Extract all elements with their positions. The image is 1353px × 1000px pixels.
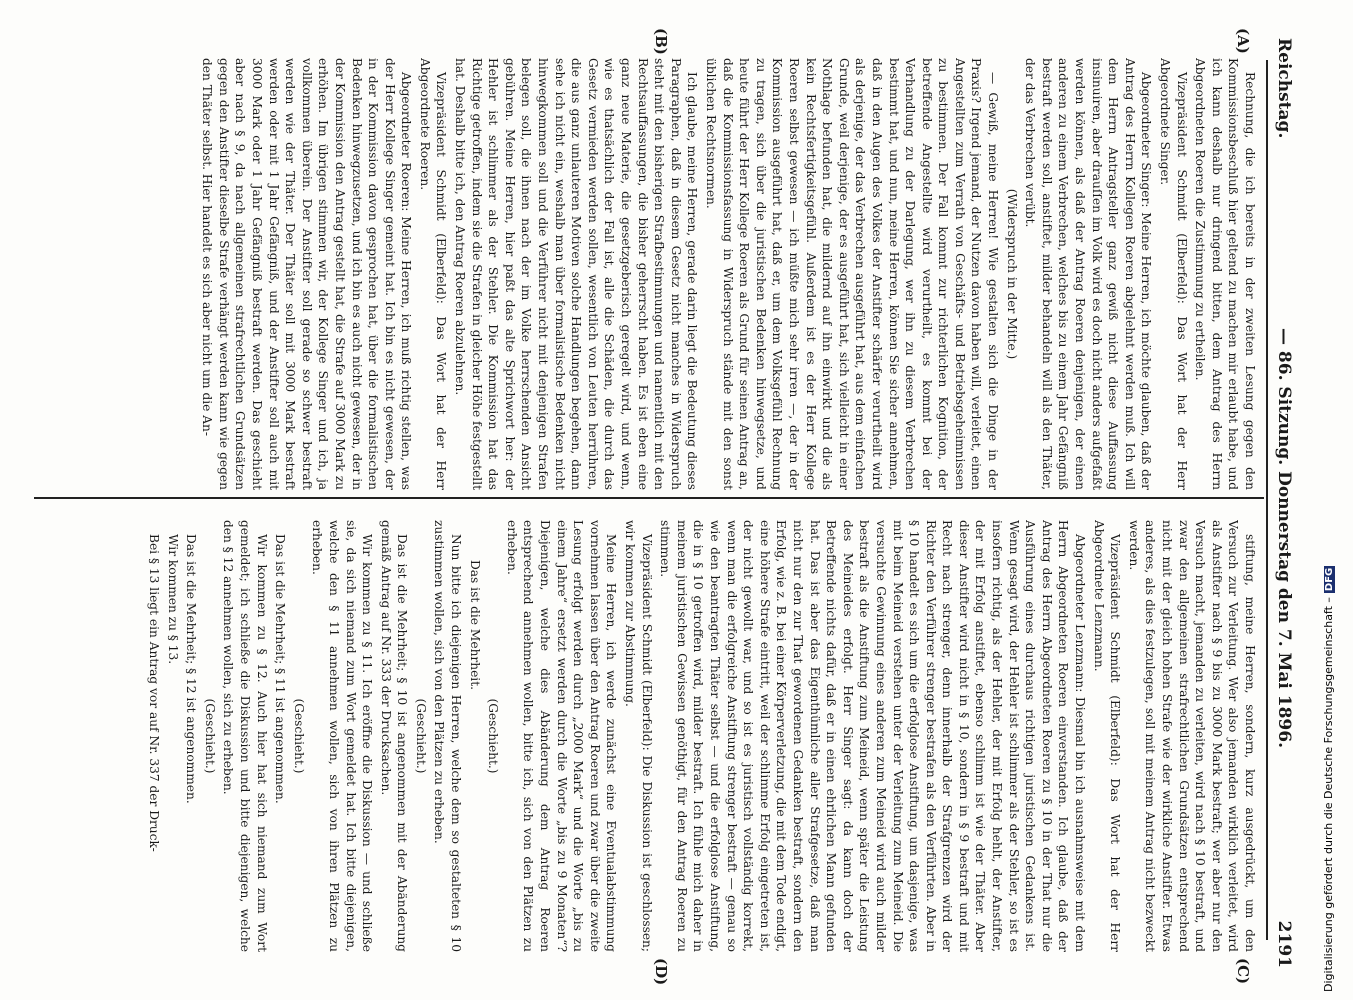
header-center: — 86. Sitzung. Donnerstag den 7. Mai 1896. xyxy=(1274,328,1294,749)
margin-letter-d: (D) xyxy=(652,958,670,986)
paragraph: (Geschieht.) xyxy=(486,698,501,774)
paragraph: Abgeordneter Singer: Meine Herren, ich möchte glauben, daß der Antrag des Herrn Kollegen Roeren abgelehnt werden muß. Ich will dem Herrn Antragsteller ganz gewiß nicht diese Auffassung insinuiren, aber drauſſen im Volk wird es doch nicht anders aufgefaßt werden können, als daß der Antrag Roeren denjenigen, der einen anderen zu einem Verbrechen, welches bis zu einem Jahr Gefängniß bestraft werden soll, anstiftet, milder behandeln will als den Thäter, der das Verbrechen verübt. xyxy=(1023,58,1154,490)
paragraph: Vizepräsident Schmidt (Elberfeld): Das Wort hat der Herr Abgeordnete Roeren. xyxy=(417,58,449,490)
paragraph: Das ist die Mehrheit. xyxy=(467,560,482,690)
paragraph: Vizepräsident Schmidt (Elberfeld): Das Wort hat der Herr Abgeordnete Singer. xyxy=(1158,58,1189,490)
paragraph: Wir kommen zu § 11. Ich eröffne die Diskussion — und schließe sie, da sich niemand zum Wort gemeldet hat. Ich bitte diejenigen, welche den § 11 annehmen wollen, sich von ihren Plätzen zu erheben. xyxy=(310,520,375,952)
right-column xyxy=(23,520,1258,952)
page-number: 2191 xyxy=(1274,920,1294,968)
header-rule xyxy=(1266,60,1268,940)
footer-credit xyxy=(1322,566,1335,992)
paragraph: Das ist die Mehrheit; § 10 ist angenommen mit der Abänderung gemäß Antrag auf Nr. 333 der Drucksachen. xyxy=(378,520,410,952)
paragraph: Meine Herren, ich werde zunächst eine Eventualabstimmung vornehmen lassen über den Antrag Roeren und zwar über die zweite Lesung erfolgt werden durch „2000 Mark“ und die Worte „bis zu einem Jahre“ ersetzt werden durch die Worte „bis zu 9 Monaten“? Diejenigen, welche dies Abänderung dem Antrag Roeren entsprechend annehmen wollen, bitte ich, sich von den Plätzen zu erheben. xyxy=(504,520,619,952)
footer-text: Digitalisierung gefördert durch die Deutsche Forschungsgemeinschaft – xyxy=(1322,597,1335,992)
paragraph: Das ist die Mehrheit; § 12 ist angenommen. xyxy=(184,534,199,804)
paragraph: Rechnung, die ich bereits in der zweiten Lesung gegen den Kommissionsbeschluß hier geltend zu machen mir erlaubt habe, und ich kann deshalb nur dringend bitten, dem Antrag des Herrn Abgeordneten Roeren die Zustimmung zu ertheilen. xyxy=(1193,58,1257,490)
paragraph: (Geschieht.) xyxy=(202,698,217,774)
paragraph: Bei § 13 liegt ein Antrag vor auf Nr. 337 der Druck- xyxy=(147,534,161,852)
left-column xyxy=(23,58,1258,490)
paragraph: Vizepräsident Schmidt (Elberfeld): Das Wort hat der Herr Abgeordnete Lenzmann. xyxy=(1091,520,1123,952)
margin-letter-c: (C) xyxy=(1234,958,1252,985)
margin-letter-b: (B) xyxy=(652,28,670,55)
paragraph: Abgeordneter Roeren: Meine Herren, ich muß richtig stellen, was der Herr Kollege Singer gemeint hat. Ich bin es nicht gewesen, der in der Kommission davon gesprochen hat, über die formalistischen Bedenken hinwegzusetzen, und ich bin es auch nicht gewesen, der in der Kommission den Antrag gestellt hat, die Strafe auf 3000 Mark zu erhöhen. Im übrigen stimmen wir, der Kollege Singer und ich, ja vollkommen überein. Der Anstifter soll gerade so schwer bestraft werden wie der Thäter. Der Thäter soll mit 3000 Mark bestraft werden oder mit 1 Jahr Gefängniß, und der Anstifter soll auch mit 3000 Mark oder 1 Jahr Gefängniß bestraft werden. Das geschieht aber nach § 9, da nach allgemeinen strafrechtlichen Grundsätzen gegen den Anstifter dieselbe Strafe verhängt werden kann wie gegen den Thäter selbst. Hier handelt es sich aber nicht um die An- xyxy=(200,58,414,490)
page-header xyxy=(1272,38,1294,968)
paragraph: Ich glaube, meine Herren, gerade darin liegt die Bedeutung dieses Paragraphen, daß in diesem Gesetz nicht manches in Widerspruch steht mit den bisherigen Strafbestimmungen und namentlich mit den Rechtsauffassungen, die bisher geherrscht haben. Es ist eben eine ganz neue Materie, die gesetzgeberisch geregelt wird, und wenn, wie es thatsächlich der Fall ist, alle die Schäden, die durch das Gesetz vermieden werden sollen, wesentlich von Leuten herrühren, die aus ganz unlauteren Motiven solche Handlungen begehen, dann sehe ich nicht ein, weshalb man über formalistische Bedenken nicht hinwegkommen soll und die Verführer nicht mit denjenigen Strafen belegen soll, die ihnen nach der im Volke herrschenden Ansicht gebühren. Meine Herren, hier paßt das alte Sprichwort her: der Hehler ist schlimmer als der Stehler. Die Kommission hat das Richtige getroffen, indem sie die Strafen in gleicher Höhe festgestellt hat. Deshalb bitte ich, den Antrag Roeren abzulehnen. xyxy=(453,58,700,490)
paragraph: (Widerspruch in der Mitte.) xyxy=(1004,188,1019,360)
paragraph: (Geschieht.) xyxy=(291,698,306,774)
header-left: Reichstag. xyxy=(1274,38,1294,139)
paragraph: Wir kommen zu § 12. Auch hier hat sich niemand zum Wort gemeldet; ich schließe die Diskussion und bitte diejenigen, welche den § 12 annehmen wollen, sich zu erheben. xyxy=(221,520,269,952)
paragraph: Vizepräsident Schmidt (Elberfeld): Die Diskussion ist geschlossen; wir kommen zur Abstimmung. xyxy=(623,520,654,952)
paragraph: Abgeordneter Lenzmann: Diesmal bin ich ausnahmsweise mit dem Herrn Abgeordneten Roeren einverstanden. Ich glaube, daß der Antrag des Herrn Abgeordneten Roeren zu § 10 in der That nur die Ausführung eines durchaus richtigen juristischen Gedankens ist. Wenn gesagt wird, der Hehler ist schlimmer als der Stehler, so ist es insofern richtig, als der Hehler, der mit Erfolg hehlt, der Anstifter, der mit Erfolg anstiftet, ebenso schlimm ist wie der Thäter. Aber dieser Anstifter wird nicht in § 10, sondern in § 9 bestraft und mit Recht nach strenger, denn innerhalb der Strafgrenzen wird der Richter den Verführer strenger bestrafen als den Verführten. Aber in § 10 handelt es sich um die erfolglose Anstiftung, um dasjenige, was mit beim Meineid verstehen unter der Verleitung zum Meineid. Die versuchte Gewinnung eines anderen zum Meineid wird auch milder bestraft als die Anstiftung zum Meineid, wenn später die Leistung des Meineides erfolgt. Herr Singer sagt: da kann doch der Betreffende nichts dafür, daß er in einen ehrlichen Mann gefunden hat. Das ist aber das Eigenthümliche aller Strafgesetze, daß man nicht nur den zur That gewordenen Gedanken bestraft, sondern den Erfolg, wie z. B. bei einer Körperverletzung, die mit dem Tode endigt, eine höhere Strafe eintritt, weil der schlimme Erfolg eingetreten ist, der nicht gewollt war, und so ist es juristisch vollständig korrekt, wenn man die erfolgreiche Anstiftung strenger bestraft — genau so wie den beantragten Thäter selbst — und die erfolglose Anstiftung, die in § 10 getroffen wird, milder bestraft. Ich fühle mich daher in meinem juristischen Gewissen genöthigt, für den Antrag Roeren zu stimmen. xyxy=(658,520,1088,952)
margin-letter-a: (A) xyxy=(1234,28,1252,54)
paragraph: — Gewiß, meine Herren! Wie gestalten sich die Dinge in der Praxis? Irgend jemand, der Nutzen davon haben will, verleitet, einen Angestellten zum Verrath von Geschäfts- und Betriebsgeheimnissen zu bestimmen. Der Fall kommt zur richterlichen Kognition, der betreffende Angestellte wird verurtheilt, es kommt bei der Verhandlung zu der Darlegung, wer ihn zu diesem Verbrechen bestimmt hat, und nun, meine Herren, können Sie sicher annehmen, daß in den Augen des Volkes der Anstifter schärfer verurtheilt wird als derjenige, der das Verbrechen ausgeführt hat, aus dem einfachen Grunde, weil derjenige, der es ausgeführt hat, sich vielleicht in einer Nothlage befunden hat, die mildernd auf ihn einwirkt und die als kein Rechtsfertigkeitsgefühl. Außerdem ist es der Herr Kollege Roeren selbst gewesen — ich müßte mich sehr irren —, der in der Kommission ausgeführt hat, daß er, um dem Volksgefühl Rechnung zu tragen, sich über die juristischen Bedenken hinwegsetze, und heute führt der Herr Kollege Roeren als Grund für seinen Antrag an, daß die Kommissionsfassung in Widerspruch stände mit den sonst üblichen Rechtsnormen. xyxy=(704,58,1001,490)
paragraph: Das ist die Mehrheit; § 11 ist angenommen. xyxy=(273,534,288,804)
paragraph: Wir kommen zu § 13. xyxy=(165,534,180,665)
paragraph: (Geschieht.) xyxy=(413,698,428,774)
dfg-logo: DFG xyxy=(1324,567,1335,592)
column-divider xyxy=(34,497,1264,499)
paragraph: stiftung, meine Herren, sondern, kurz ausgedrückt, um den Versuch zur Verleitung. Wer also jemanden wirklich verleitet, wird als Anstifter nach § 9 bis zu 3000 Mark bestraft; wer aber nur den Versuch macht, jemanden zu verleiten, wird nach § 10 bestraft, und zwar den allgemeinen strafrechtlichen Grundsätzen entsprechend nicht mit der gleich hohen Strafe wie der wirkliche Anstifter. Etwas anderes, als dies festzulegen, soll mit meinem Antrag nicht bezweckt werden. xyxy=(1126,520,1257,952)
paragraph: Nun bitte ich diejenigen Herren, welche dem so gestalteten § 10 zustimmen wollen, sich von den Plätzen zu erheben. xyxy=(432,520,464,952)
